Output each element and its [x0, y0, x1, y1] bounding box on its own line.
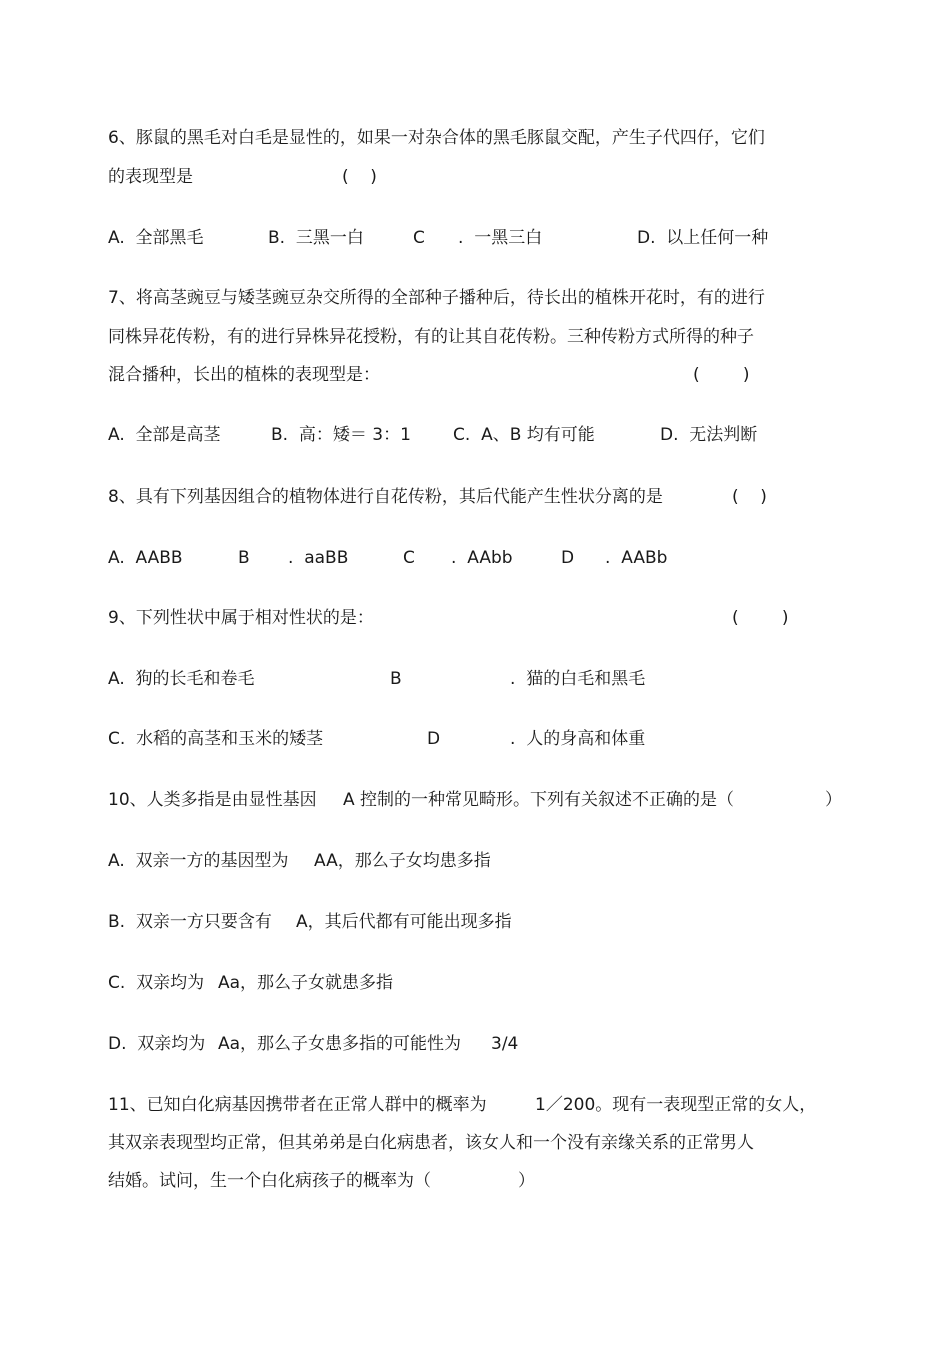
q11-stem-line2: 其双亲表现型均正常，但其弟弟是白化病患者，该女人和一个没有亲缘关系的正常男人 — [108, 1133, 754, 1153]
q10-option-c-part2: Aa，那么子女就患多指 — [218, 973, 394, 993]
q6-option-a: A. 全部黑毛 — [108, 228, 204, 248]
q8-option-d-letter: D — [561, 548, 575, 568]
q9-option-b-text: . 猫的白毛和黑毛 — [510, 669, 646, 689]
q7-option-b: B. 高：矮＝ 3：1 — [271, 425, 411, 445]
q8-stem: 8、具有下列基因组合的植物体进行自花传粉，其后代能产生性状分离的是 — [108, 487, 663, 507]
q8-option-c-letter: C — [403, 548, 415, 568]
q9-option-c: C. 水稻的高茎和玉米的矮茎 — [108, 729, 324, 749]
q9-stem: 9、下列性状中属于相对性状的是： — [108, 608, 374, 628]
q8-option-c-text: . AAbb — [451, 548, 513, 568]
q11-stem-close-paren: ） — [518, 1171, 535, 1191]
q9-option-d-text: . 人的身高和体重 — [510, 729, 646, 749]
q11-stem-line1-part2: 1／200。现有一表现型正常的女人， — [535, 1095, 817, 1115]
q9-answer-paren: ( ) — [732, 608, 789, 628]
q11-stem-line3: 结婚。试问，生一个白化病孩子的概率为（ — [108, 1171, 431, 1191]
q8-option-d-text: . AABb — [605, 548, 668, 568]
q10-stem-part1: 10、人类多指是由显性基因 — [108, 790, 317, 810]
q8-option-b-letter: B — [238, 548, 250, 568]
q9-option-d-letter: D — [427, 729, 441, 749]
q6-stem-line2: 的表现型是 — [108, 167, 193, 187]
q6-stem-line1: 6、豚鼠的黑毛对白毛是显性的，如果一对杂合体的黑毛豚鼠交配，产生子代四仔，它们 — [108, 128, 765, 148]
q10-option-d-part1: D. 双亲均为 — [108, 1034, 206, 1054]
q7-stem-line1: 7、将高茎豌豆与矮茎豌豆杂交所得的全部种子播种后，待长出的植株开花时，有的进行 — [108, 288, 765, 308]
q10-option-a-part2: AA，那么子女均患多指 — [314, 851, 491, 871]
q10-option-a-part1: A. 双亲一方的基因型为 — [108, 851, 289, 871]
q7-option-a: A. 全部是高茎 — [108, 425, 221, 445]
q8-answer-paren: ( ) — [732, 487, 767, 507]
q6-option-d: D. 以上任何一种 — [637, 228, 769, 248]
q6-option-c-text: . 一黑三白 — [458, 228, 543, 248]
q7-stem-line3: 混合播种，长出的植株的表现型是： — [108, 365, 380, 385]
q10-stem-part2: A 控制的一种常见畸形。下列有关叙述不正确的是（ — [343, 790, 735, 810]
q10-option-c-part1: C. 双亲均为 — [108, 973, 205, 993]
q10-option-b-part1: B. 双亲一方只要含有 — [108, 912, 272, 932]
q6-answer-paren: ( ) — [342, 167, 377, 187]
q7-option-c: C. A、B 均有可能 — [453, 425, 595, 445]
q7-option-d: D. 无法判断 — [660, 425, 758, 445]
q10-option-d-value: 3/4 — [491, 1034, 519, 1054]
q6-option-b: B. 三黑一白 — [268, 228, 364, 248]
q7-stem-line2: 同株异花传粉，有的进行异株异花授粉，有的让其自花传粉。三种传粉方式所得的种子 — [108, 327, 754, 347]
q8-option-b-text: . aaBB — [288, 548, 349, 568]
q6-option-c-letter: C — [413, 228, 425, 248]
q8-option-a: A. AABB — [108, 548, 183, 568]
q10-option-d-part2: Aa，那么子女患多指的可能性为 — [218, 1034, 462, 1054]
q7-answer-paren: ( ) — [693, 365, 750, 385]
q11-stem-line1-part1: 11、已知白化病基因携带者在正常人群中的概率为 — [108, 1095, 487, 1115]
q10-option-b-part2: A，其后代都有可能出现多指 — [296, 912, 512, 932]
q10-stem-close-paren: ） — [825, 790, 842, 810]
q9-option-a: A. 狗的长毛和卷毛 — [108, 669, 255, 689]
q9-option-b-letter: B — [390, 669, 402, 689]
